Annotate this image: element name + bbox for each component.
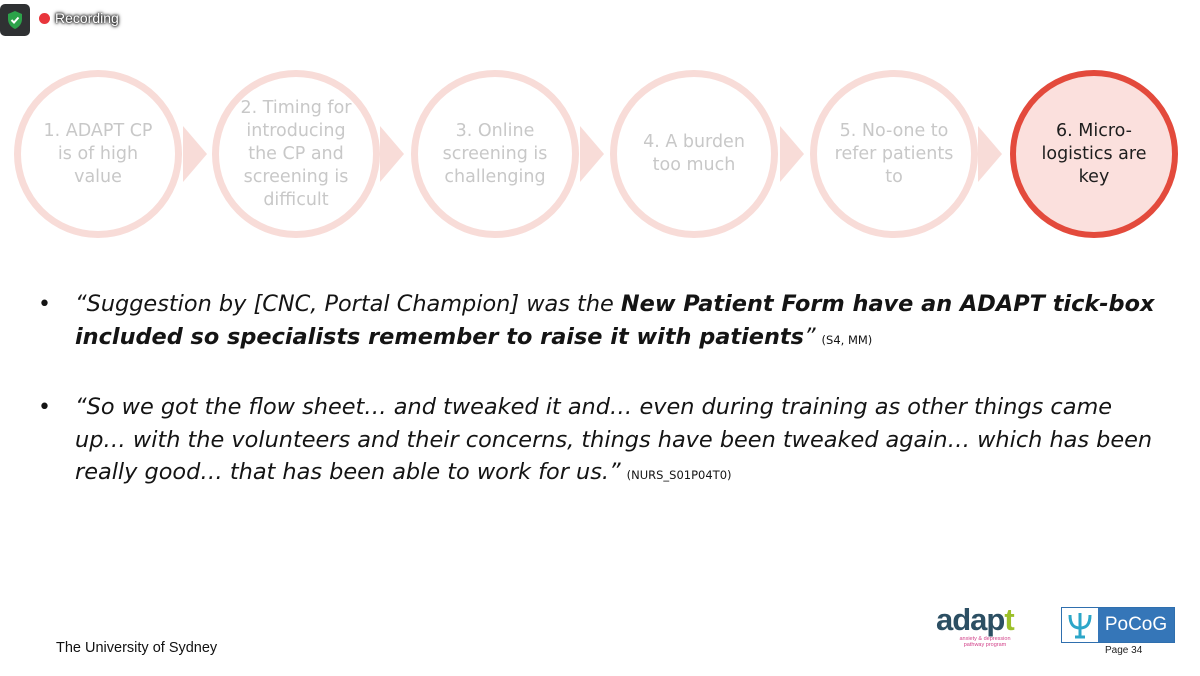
step-label-1: 1. ADAPT CP is of high value (43, 120, 153, 187)
quote-item (38, 288, 1158, 356)
adapt-logo-t: t (1004, 602, 1014, 637)
quote-text (75, 391, 1158, 492)
adapt-logo-main: adap (936, 602, 1005, 637)
quote-text-start: “So we got the flow sheet… and tweaked it and… even during training as other things came up… with the volunteers and their concerns, things have been tweaked again… which has been really good… that has been able to work for us.” (75, 394, 1153, 485)
process-diagram (0, 0, 1200, 270)
step-label-5: 5. No-one to refer patients to (834, 120, 954, 187)
arrow-connector (183, 126, 207, 182)
recording-label: Recording (55, 10, 119, 26)
quote-text-end: ” (803, 323, 816, 350)
step-label-2: 2. Timing for introducing the CP and screening is difficult (240, 97, 352, 210)
quote-text-start: “Suggestion by [CNC, Portal Champion] was the (75, 291, 621, 317)
adapt-logo (936, 602, 1014, 648)
arrow-connector (580, 126, 604, 182)
psi-icon (1062, 608, 1098, 642)
arrow-connector (380, 126, 404, 182)
pocog-logo (1061, 607, 1175, 643)
quote-item (38, 391, 1158, 492)
adapt-logo-wordmark (936, 602, 1014, 637)
quote-text (75, 288, 1158, 356)
arrow-connector (978, 126, 1002, 182)
page-number: Page 34 (1105, 645, 1143, 656)
adapt-logo-subtitle: anxiety & depression pathway program (959, 636, 1011, 648)
step-label-4: 4. A burden too much (643, 132, 745, 175)
quote-citation: (S4, MM) (821, 332, 873, 347)
pocog-label: PoCoG (1098, 608, 1174, 642)
bullet-marker: • (38, 292, 51, 317)
arrow-connector (780, 126, 804, 182)
step-label-3: 3. Online screening is challenging (442, 120, 548, 187)
quote-citation: (NURS_S01P04T0) (626, 468, 732, 482)
step-label-6: 6. Micro-logistics are key (1041, 120, 1147, 187)
bullet-marker: • (38, 395, 51, 420)
university-name: The University of Sydney (56, 640, 218, 656)
quote-emphasis: New Patient Form have an ADAPT tick-box included so specialists remember to raise it with patients (75, 291, 1155, 350)
quote-list (38, 288, 1158, 492)
